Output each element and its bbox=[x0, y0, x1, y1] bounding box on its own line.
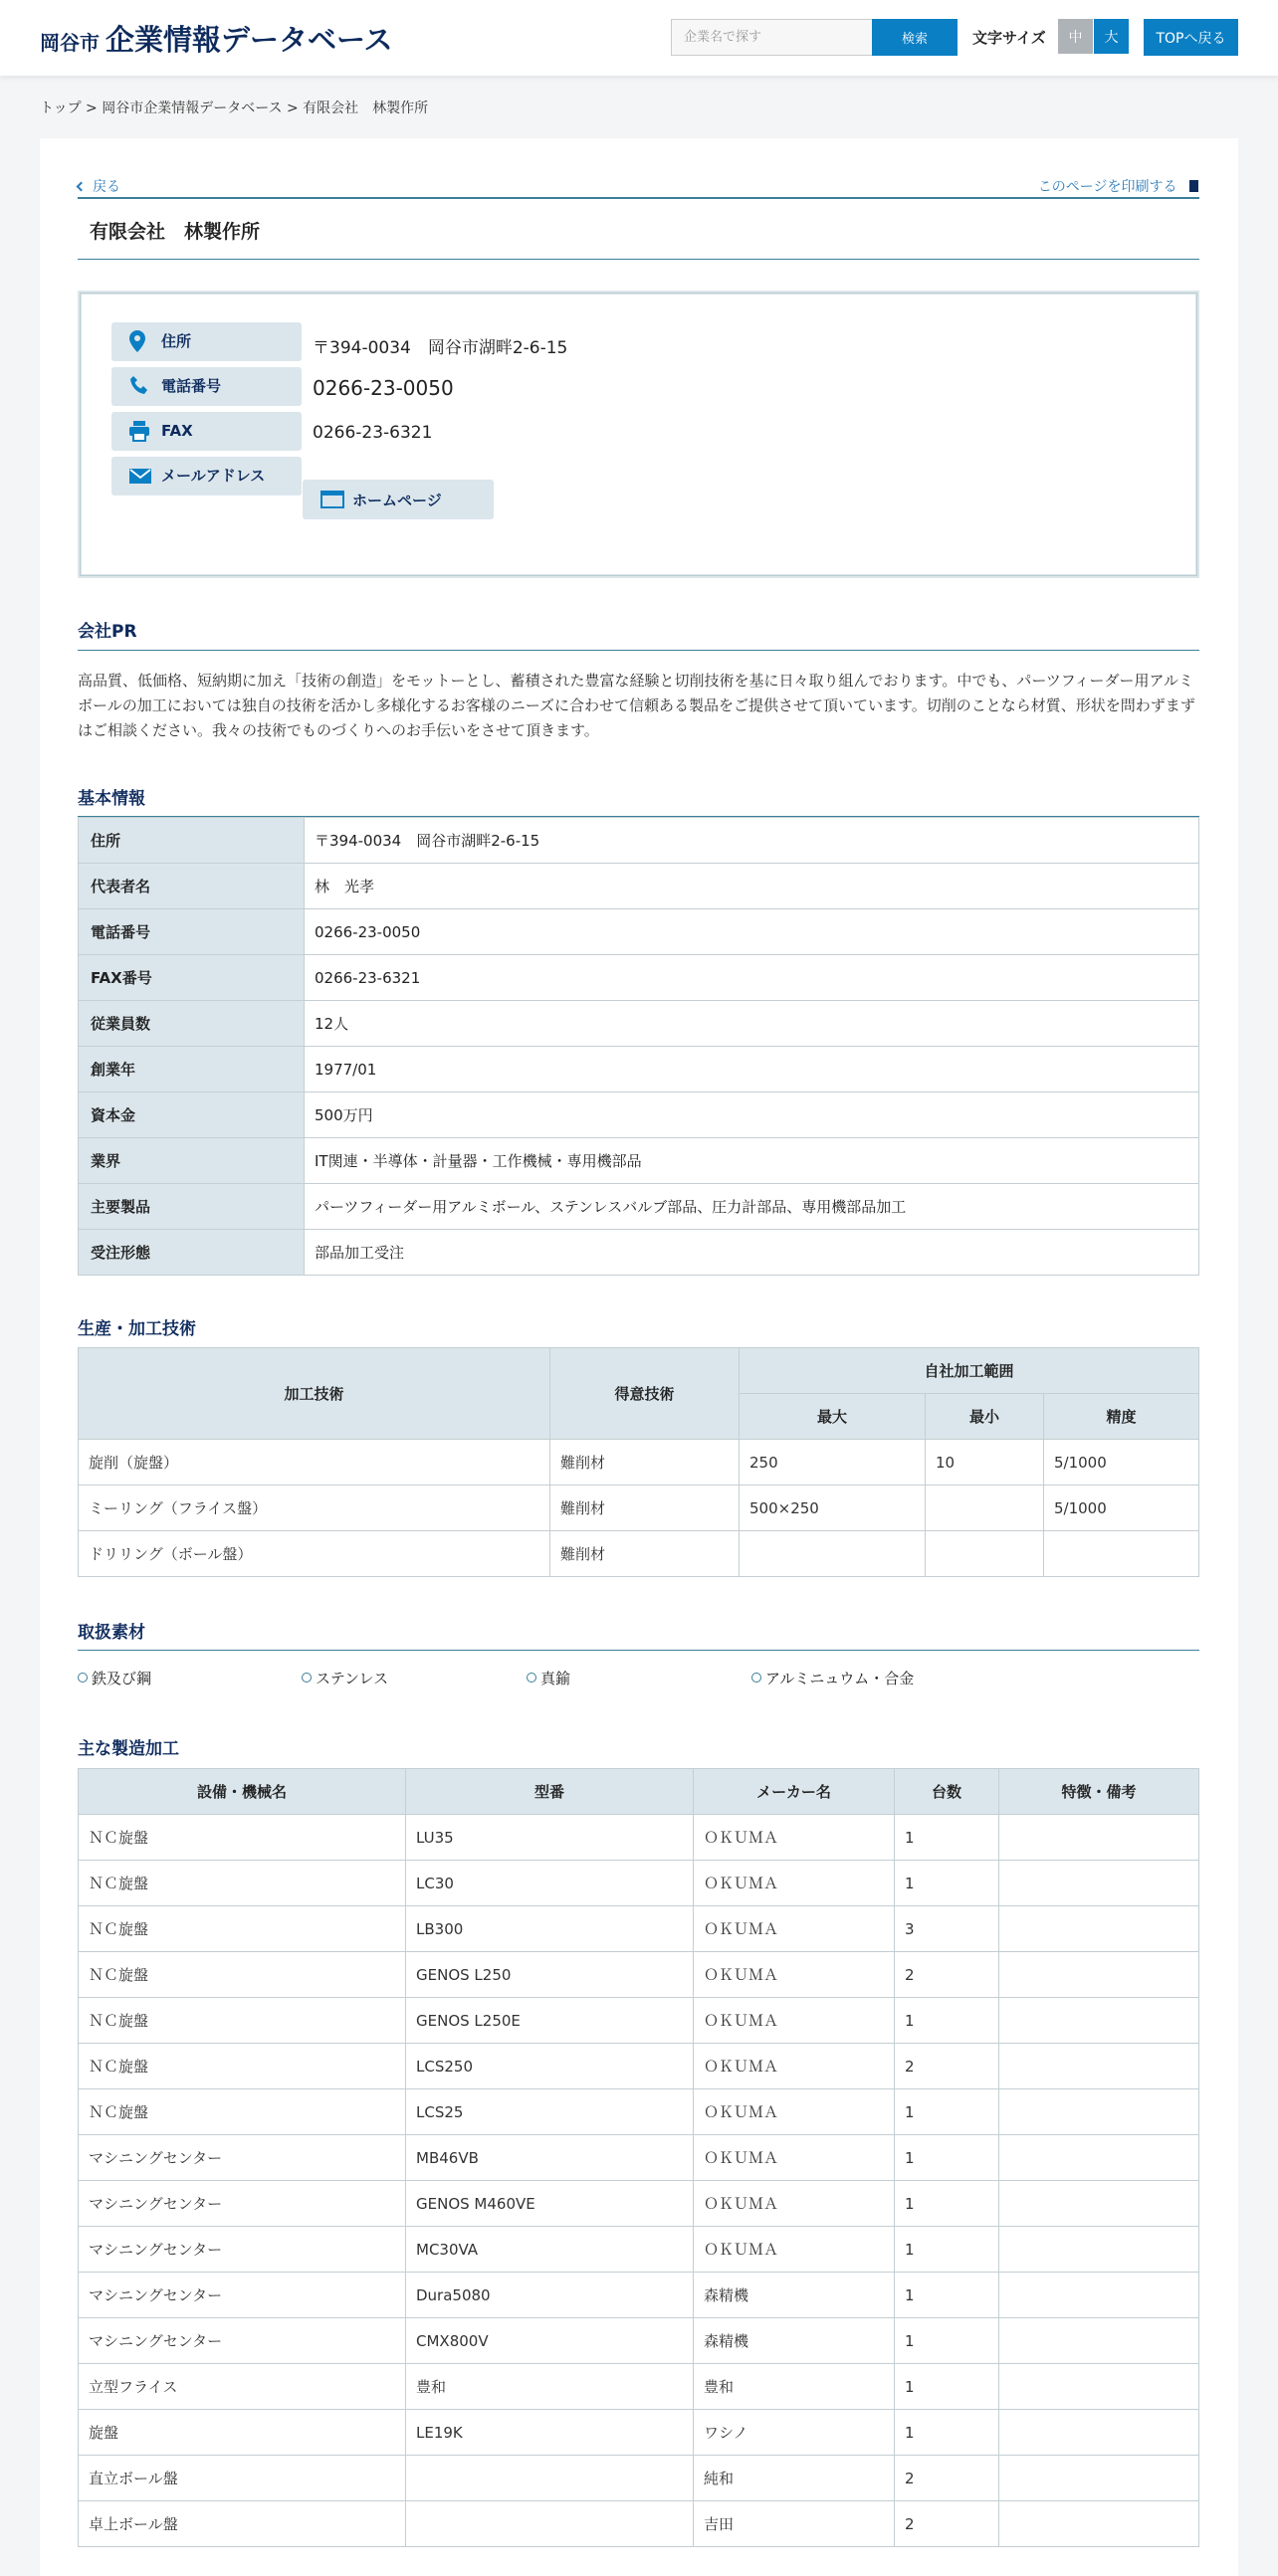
printer-icon bbox=[129, 420, 149, 442]
cell-count: 1 bbox=[895, 2135, 999, 2181]
cell-notes bbox=[999, 1952, 1199, 1998]
cell-specialty: 難削材 bbox=[550, 1531, 740, 1577]
cell-name: 卓上ボール盤 bbox=[79, 2501, 406, 2547]
table-row bbox=[79, 2089, 1199, 2135]
cell-notes bbox=[999, 1998, 1199, 2044]
cell-maker: ＯＫＵＭＡ bbox=[694, 2227, 895, 2273]
cell-notes bbox=[999, 2135, 1199, 2181]
row-value: 500万円 bbox=[305, 1092, 1199, 1138]
table-row bbox=[79, 1440, 1199, 1486]
table-row bbox=[79, 1815, 1199, 1861]
row-value: 0266-23-0050 bbox=[305, 909, 1199, 955]
cell-max bbox=[740, 1531, 926, 1577]
row-value: 部品加工受注 bbox=[305, 1230, 1199, 1276]
equipment-table bbox=[78, 1768, 1199, 2547]
cell-notes bbox=[999, 2318, 1199, 2364]
table-row bbox=[79, 2456, 1199, 2501]
table-row bbox=[79, 1906, 1199, 1952]
cell-name: マシニングセンター bbox=[79, 2227, 406, 2273]
col-header-process: 加工技術 bbox=[79, 1348, 550, 1440]
cell-notes bbox=[999, 1906, 1199, 1952]
cell-maker: ＯＫＵＭＡ bbox=[694, 2089, 895, 2135]
breadcrumb[interactable]: トップ > 岡谷市企業情報データベース > 有限会社 林製作所 bbox=[40, 100, 429, 116]
material-item: アルミニュウム・合金 bbox=[751, 1668, 914, 1688]
row-value: IT関連・半導体・計量器・工作機械・専用機部品 bbox=[305, 1138, 1199, 1184]
cell-model: LCS250 bbox=[406, 2044, 694, 2089]
row-value: 0266-23-6321 bbox=[305, 955, 1199, 1001]
cell-name: 立型フライス bbox=[79, 2364, 406, 2410]
cell-model: GENOS L250E bbox=[406, 1998, 694, 2044]
material-item: 鉄及び鋼 bbox=[78, 1668, 151, 1688]
table-row bbox=[79, 1001, 1199, 1047]
row-value: パーツフィーダー用アルミボール、ステンレスバルブ部品、圧力計部品、専用機部品加工 bbox=[305, 1184, 1199, 1230]
cell-name: 旋盤 bbox=[79, 2410, 406, 2456]
cell-min: 10 bbox=[926, 1440, 1044, 1486]
materials-list bbox=[78, 1668, 1199, 1691]
row-label: 従業員数 bbox=[79, 1001, 305, 1047]
cell-name: ＮＣ旋盤 bbox=[79, 1861, 406, 1906]
basic-info-heading: 基本情報 bbox=[78, 789, 145, 809]
cell-count: 3 bbox=[895, 1906, 999, 1952]
col-header-max: 最大 bbox=[740, 1394, 926, 1440]
cell-model bbox=[406, 2456, 694, 2501]
cell-maker: 純和 bbox=[694, 2456, 895, 2501]
back-label: 戻る bbox=[93, 179, 120, 195]
cell-model: GENOS M460VE bbox=[406, 2181, 694, 2227]
cell-count: 1 bbox=[895, 2089, 999, 2135]
cell-notes bbox=[999, 2456, 1199, 2501]
col-header-equipment: 設備・機械名 bbox=[79, 1769, 406, 1815]
cell-notes bbox=[999, 2273, 1199, 2318]
cell-count: 1 bbox=[895, 2227, 999, 2273]
cell-specialty: 難削材 bbox=[550, 1440, 740, 1486]
row-value: 1977/01 bbox=[305, 1047, 1199, 1092]
table-row bbox=[79, 1138, 1199, 1184]
cell-count: 1 bbox=[895, 2364, 999, 2410]
cell-model: LB300 bbox=[406, 1906, 694, 1952]
divider bbox=[78, 650, 1199, 651]
cell-specialty: 難削材 bbox=[550, 1486, 740, 1531]
row-label: 住所 bbox=[79, 818, 305, 864]
row-label: 電話番号 bbox=[79, 909, 305, 955]
cell-maker: ワシノ bbox=[694, 2410, 895, 2456]
cell-maker: ＯＫＵＭＡ bbox=[694, 1861, 895, 1906]
row-label: 代表者名 bbox=[79, 864, 305, 909]
table-row bbox=[79, 909, 1199, 955]
col-header-model: 型番 bbox=[406, 1769, 694, 1815]
cell-name: マシニングセンター bbox=[79, 2181, 406, 2227]
cell-model: Dura5080 bbox=[406, 2273, 694, 2318]
cell-maker: ＯＫＵＭＡ bbox=[694, 2044, 895, 2089]
table-row bbox=[79, 1998, 1199, 2044]
search-input[interactable] bbox=[671, 19, 872, 56]
row-value: 〒394-0034 岡谷市湖畔2-6-15 bbox=[305, 818, 1199, 864]
address-value: 〒394-0034 岡谷市湖畔2-6-15 bbox=[313, 338, 568, 358]
table-row bbox=[79, 1230, 1199, 1276]
material-item: ステンレス bbox=[302, 1668, 388, 1688]
phone-value[interactable]: 0266-23-0050 bbox=[313, 376, 454, 400]
cell-model: MB46VB bbox=[406, 2135, 694, 2181]
cell-maker: 豊和 bbox=[694, 2364, 895, 2410]
row-label: 業界 bbox=[79, 1138, 305, 1184]
cell-model: LC30 bbox=[406, 1861, 694, 1906]
cell-notes bbox=[999, 2501, 1199, 2547]
cell-maker: 森精機 bbox=[694, 2318, 895, 2364]
cell-maker: ＯＫＵＭＡ bbox=[694, 1815, 895, 1861]
table-row bbox=[79, 2410, 1199, 2456]
cell-maker: 森精機 bbox=[694, 2273, 895, 2318]
cell-model: LCS25 bbox=[406, 2089, 694, 2135]
cell-name: ＮＣ旋盤 bbox=[79, 1998, 406, 2044]
fax-value: 0266-23-6321 bbox=[313, 423, 433, 443]
cell-model: MC30VA bbox=[406, 2227, 694, 2273]
cell-name: マシニングセンター bbox=[79, 2135, 406, 2181]
row-label: 主要製品 bbox=[79, 1184, 305, 1230]
col-header-range: 自社加工範囲 bbox=[740, 1348, 1199, 1394]
tech-heading: 生産・加工技術 bbox=[78, 1319, 196, 1339]
site-logo[interactable] bbox=[40, 18, 393, 59]
col-header-min: 最小 bbox=[926, 1394, 1044, 1440]
font-size-label: 文字サイズ bbox=[972, 29, 1046, 47]
cell-model: GENOS L250 bbox=[406, 1952, 694, 1998]
cell-process: 旋削（旋盤） bbox=[79, 1440, 550, 1486]
cell-name: ＮＣ旋盤 bbox=[79, 1815, 406, 1861]
map-pin-icon bbox=[129, 330, 145, 352]
table-row bbox=[79, 2135, 1199, 2181]
table-row bbox=[79, 864, 1199, 909]
cell-count: 1 bbox=[895, 2318, 999, 2364]
document-icon bbox=[1189, 180, 1198, 192]
cell-name: マシニングセンター bbox=[79, 2273, 406, 2318]
cell-name: マシニングセンター bbox=[79, 2318, 406, 2364]
material-item: 真鍮 bbox=[527, 1668, 570, 1688]
row-label: 受注形態 bbox=[79, 1230, 305, 1276]
divider bbox=[78, 259, 1199, 260]
cell-name: 直立ボール盤 bbox=[79, 2456, 406, 2501]
cell-precision bbox=[1044, 1531, 1199, 1577]
row-label: FAX番号 bbox=[79, 955, 305, 1001]
circle-bullet-icon bbox=[302, 1673, 312, 1683]
row-value: 12人 bbox=[305, 1001, 1199, 1047]
cell-maker: ＯＫＵＭＡ bbox=[694, 1906, 895, 1952]
cell-maker: ＯＫＵＭＡ bbox=[694, 2181, 895, 2227]
table-row bbox=[79, 955, 1199, 1001]
print-link[interactable] bbox=[1038, 176, 1198, 196]
col-header-precision: 精度 bbox=[1044, 1394, 1199, 1440]
cell-max: 250 bbox=[740, 1440, 926, 1486]
circle-bullet-icon bbox=[527, 1673, 536, 1683]
table-row bbox=[79, 1486, 1199, 1531]
font-size-medium-button[interactable]: 中 bbox=[1058, 19, 1093, 54]
cell-notes bbox=[999, 2181, 1199, 2227]
materials-heading: 取扱素材 bbox=[78, 1623, 145, 1643]
cell-process: ミーリング（フライス盤） bbox=[79, 1486, 550, 1531]
cell-maker: ＯＫＵＭＡ bbox=[694, 1998, 895, 2044]
tech-table bbox=[78, 1347, 1199, 1577]
cell-name: ＮＣ旋盤 bbox=[79, 2089, 406, 2135]
cell-count: 1 bbox=[895, 1861, 999, 1906]
cell-count: 1 bbox=[895, 1815, 999, 1861]
divider bbox=[78, 1650, 1199, 1651]
phone-icon bbox=[129, 375, 149, 397]
envelope-icon bbox=[129, 465, 151, 487]
cell-notes bbox=[999, 2227, 1199, 2273]
back-link[interactable] bbox=[78, 176, 120, 196]
cell-count: 2 bbox=[895, 2501, 999, 2547]
site-header bbox=[0, 0, 1278, 76]
row-label: 創業年 bbox=[79, 1047, 305, 1092]
table-row bbox=[79, 2227, 1199, 2273]
table-row bbox=[79, 2318, 1199, 2364]
cell-count: 2 bbox=[895, 2044, 999, 2089]
pr-heading: 会社PR bbox=[78, 622, 137, 642]
cell-count: 1 bbox=[895, 2410, 999, 2456]
row-label: 資本金 bbox=[79, 1092, 305, 1138]
cell-min bbox=[926, 1486, 1044, 1531]
table-row bbox=[79, 1047, 1199, 1092]
print-label: このページを印刷する bbox=[1037, 179, 1177, 195]
cell-precision: 5/1000 bbox=[1044, 1440, 1199, 1486]
col-header-specialty: 得意技術 bbox=[550, 1348, 740, 1440]
col-header-count: 台数 bbox=[895, 1769, 999, 1815]
table-row bbox=[79, 1861, 1199, 1906]
table-row bbox=[79, 1184, 1199, 1230]
back-to-top-button[interactable]: TOPへ戻る bbox=[1144, 19, 1238, 56]
table-row bbox=[79, 1531, 1199, 1577]
col-header-maker: メーカー名 bbox=[694, 1769, 895, 1815]
row-value: 林 光孝 bbox=[305, 864, 1199, 909]
table-row bbox=[79, 1952, 1199, 1998]
col-header-notes: 特徴・備考 bbox=[999, 1769, 1199, 1815]
table-row bbox=[79, 2181, 1199, 2227]
cell-count: 1 bbox=[895, 2273, 999, 2318]
logo-city: 岡谷市 bbox=[40, 31, 100, 55]
company-name: 有限会社 林製作所 bbox=[90, 221, 261, 243]
circle-bullet-icon bbox=[78, 1673, 88, 1683]
search-button[interactable]: 検索 bbox=[872, 19, 958, 56]
browser-window-icon bbox=[320, 491, 344, 508]
cell-maker: ＯＫＵＭＡ bbox=[694, 1952, 895, 1998]
cell-count: 2 bbox=[895, 1952, 999, 1998]
cell-notes bbox=[999, 2089, 1199, 2135]
homepage-button[interactable]: ホームページ bbox=[303, 480, 494, 519]
cell-name: ＮＣ旋盤 bbox=[79, 1952, 406, 1998]
cell-min bbox=[926, 1531, 1044, 1577]
cell-maker: ＯＫＵＭＡ bbox=[694, 2135, 895, 2181]
table-row bbox=[79, 818, 1199, 864]
phone-label: 電話番号 bbox=[111, 367, 302, 406]
cell-max: 500×250 bbox=[740, 1486, 926, 1531]
cell-notes bbox=[999, 2044, 1199, 2089]
table-row bbox=[79, 2273, 1199, 2318]
basic-info-table bbox=[78, 817, 1199, 1276]
cell-model: LU35 bbox=[406, 1815, 694, 1861]
cell-process: ドリリング（ボール盤） bbox=[79, 1531, 550, 1577]
cell-notes bbox=[999, 2410, 1199, 2456]
cell-count: 2 bbox=[895, 2456, 999, 2501]
fax-label: FAX bbox=[111, 412, 302, 451]
cell-precision: 5/1000 bbox=[1044, 1486, 1199, 1531]
cell-model bbox=[406, 2501, 694, 2547]
table-row bbox=[79, 2364, 1199, 2410]
cell-count: 1 bbox=[895, 2181, 999, 2227]
font-size-large-button[interactable]: 大 bbox=[1094, 19, 1129, 54]
address-label: 住所 bbox=[111, 322, 302, 361]
cell-count: 1 bbox=[895, 1998, 999, 2044]
cell-maker: 吉田 bbox=[694, 2501, 895, 2547]
table-row bbox=[79, 2501, 1199, 2547]
cell-notes bbox=[999, 1861, 1199, 1906]
pr-text: 高品質、低価格、短納期に加え「技術の創造」をモットーとし、蓄積された豊富な経験と切削技術を基に日々取り組んでおります。中でも、パーツフィーダー用アルミボールの加工においては独自の技術を活かし多様化するお客様のニーズに合わせて信頼ある製品をご提供させて頂いています。切削のことなら材質、形状を問わずまずはご相談ください。我々の技術でものづくりへのお手伝いをさせて頂きます。 bbox=[78, 672, 1195, 739]
cell-model: LE19K bbox=[406, 2410, 694, 2456]
cell-notes bbox=[999, 1815, 1199, 1861]
cell-model: CMX800V bbox=[406, 2318, 694, 2364]
chevron-left-icon bbox=[77, 182, 87, 192]
divider bbox=[78, 197, 1199, 199]
table-row bbox=[79, 1092, 1199, 1138]
cell-name: ＮＣ旋盤 bbox=[79, 2044, 406, 2089]
cell-notes bbox=[999, 2364, 1199, 2410]
table-row bbox=[79, 2044, 1199, 2089]
cell-model: 豊和 bbox=[406, 2364, 694, 2410]
logo-title: 企業情報データベース bbox=[106, 23, 393, 57]
circle-bullet-icon bbox=[751, 1673, 761, 1683]
equipment-heading: 主な製造加工 bbox=[78, 1739, 179, 1759]
email-label: メールアドレス bbox=[111, 457, 302, 495]
cell-name: ＮＣ旋盤 bbox=[79, 1906, 406, 1952]
